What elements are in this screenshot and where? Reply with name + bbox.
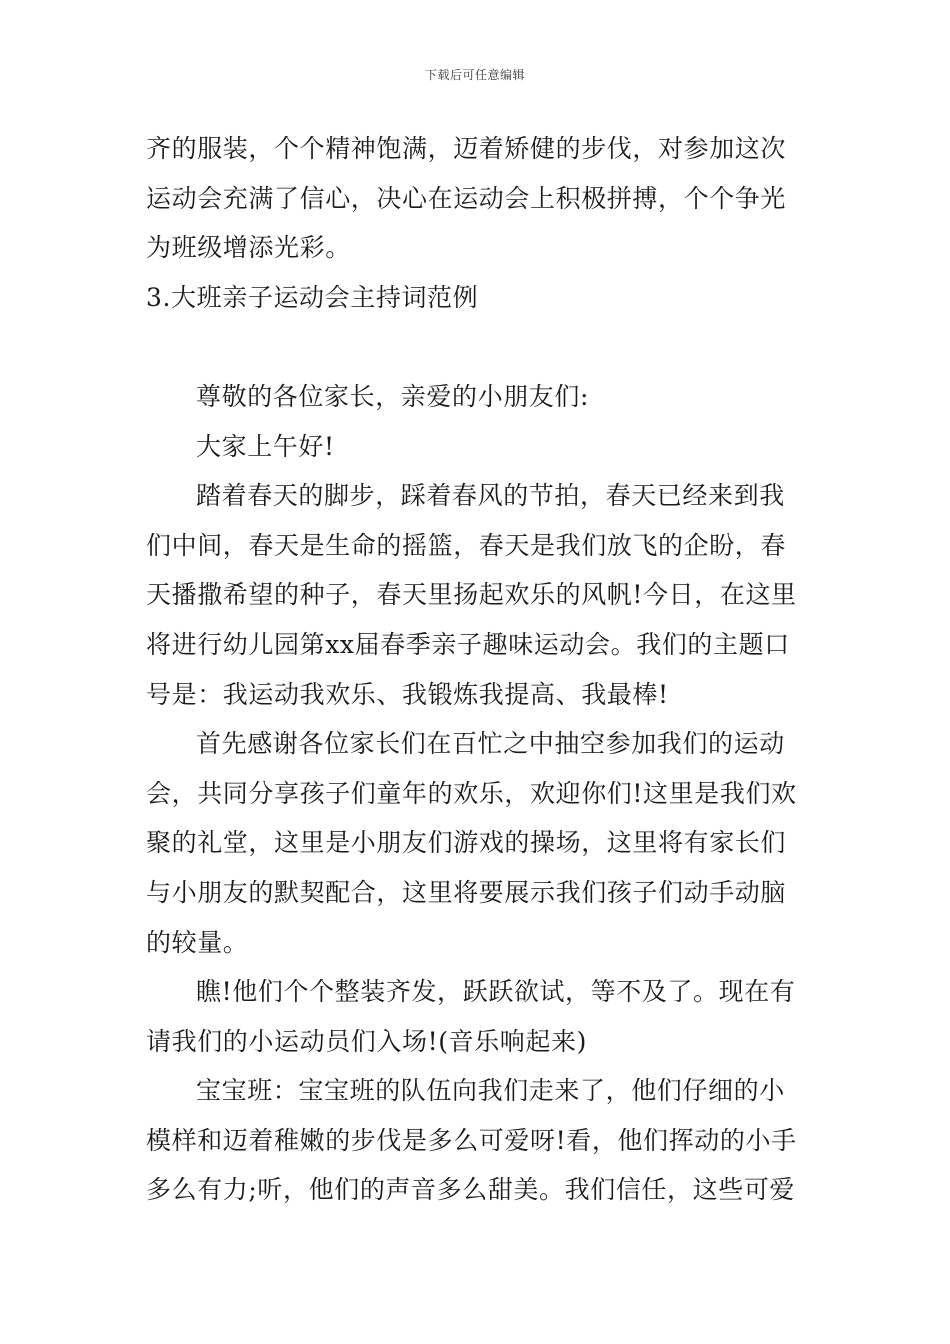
greeting: 大家上午好!	[196, 431, 335, 461]
text-line: 请我们的小运动员们入场!(音乐响起来)	[146, 1026, 587, 1056]
text-line: 运动会充满了信心，决心在运动会上积极拼搏，个个争光	[146, 183, 787, 213]
text-line: 齐的服装，个个精神饱满，迈着矫健的步伐，对参加这次	[146, 134, 787, 163]
text-line: 号是：我运动我欢乐、我锻炼我提高、我最棒!	[146, 679, 669, 709]
text-line: 与小朋友的默契配合，这里将要展示我们孩子们动手动脑	[146, 877, 787, 907]
page-header: 下载后可任意编辑	[424, 68, 525, 82]
text-line: 多么有力;听，他们的声音多么甜美。我们信任，这些可爱	[146, 1175, 796, 1205]
text-line: 瞧!他们个个整装齐发，跃跃欲试，等不及了。现在有	[196, 977, 796, 1007]
text-line: 模样和迈着稚嫩的步伐是多么可爱呀!看，他们挥动的小手	[146, 1125, 797, 1155]
text-line: 首先感谢各位家长们在百忙之中抽空参加我们的运动	[196, 729, 785, 759]
document-body	[146, 124, 810, 1215]
text-line: 踏着春天的脚步，踩着春风的节拍，春天已经来到我	[196, 481, 785, 511]
text-line: 宝宝班：宝宝班的队伍向我们走来了，他们仔细的小	[196, 1076, 785, 1106]
text-line: 为班级增添光彩。	[146, 233, 351, 263]
blank-line	[146, 322, 810, 372]
salutation: 尊敬的各位家长，亲爱的小朋友们:	[196, 381, 590, 411]
text-line: 们中间，春天是生命的摇篮，春天是我们放飞的企盼，春	[146, 530, 787, 560]
text-line: 将进行幼儿园第xx届春季亲子趣味运动会。我们的主题口	[146, 629, 790, 659]
text-line: 天播撒希望的种子，春天里扬起欢乐的风帆!今日，在这里	[146, 580, 797, 610]
text-line: 的较量。	[146, 927, 249, 957]
section-heading: 3.大班亲子运动会主持词范例	[146, 282, 479, 312]
text-line: 聚的礼堂，这里是小朋友们游戏的操场，这里将有家长们	[146, 828, 787, 858]
text-line: 会，共同分享孩子们童年的欢乐，欢迎你们!这里是我们欢	[146, 778, 797, 808]
